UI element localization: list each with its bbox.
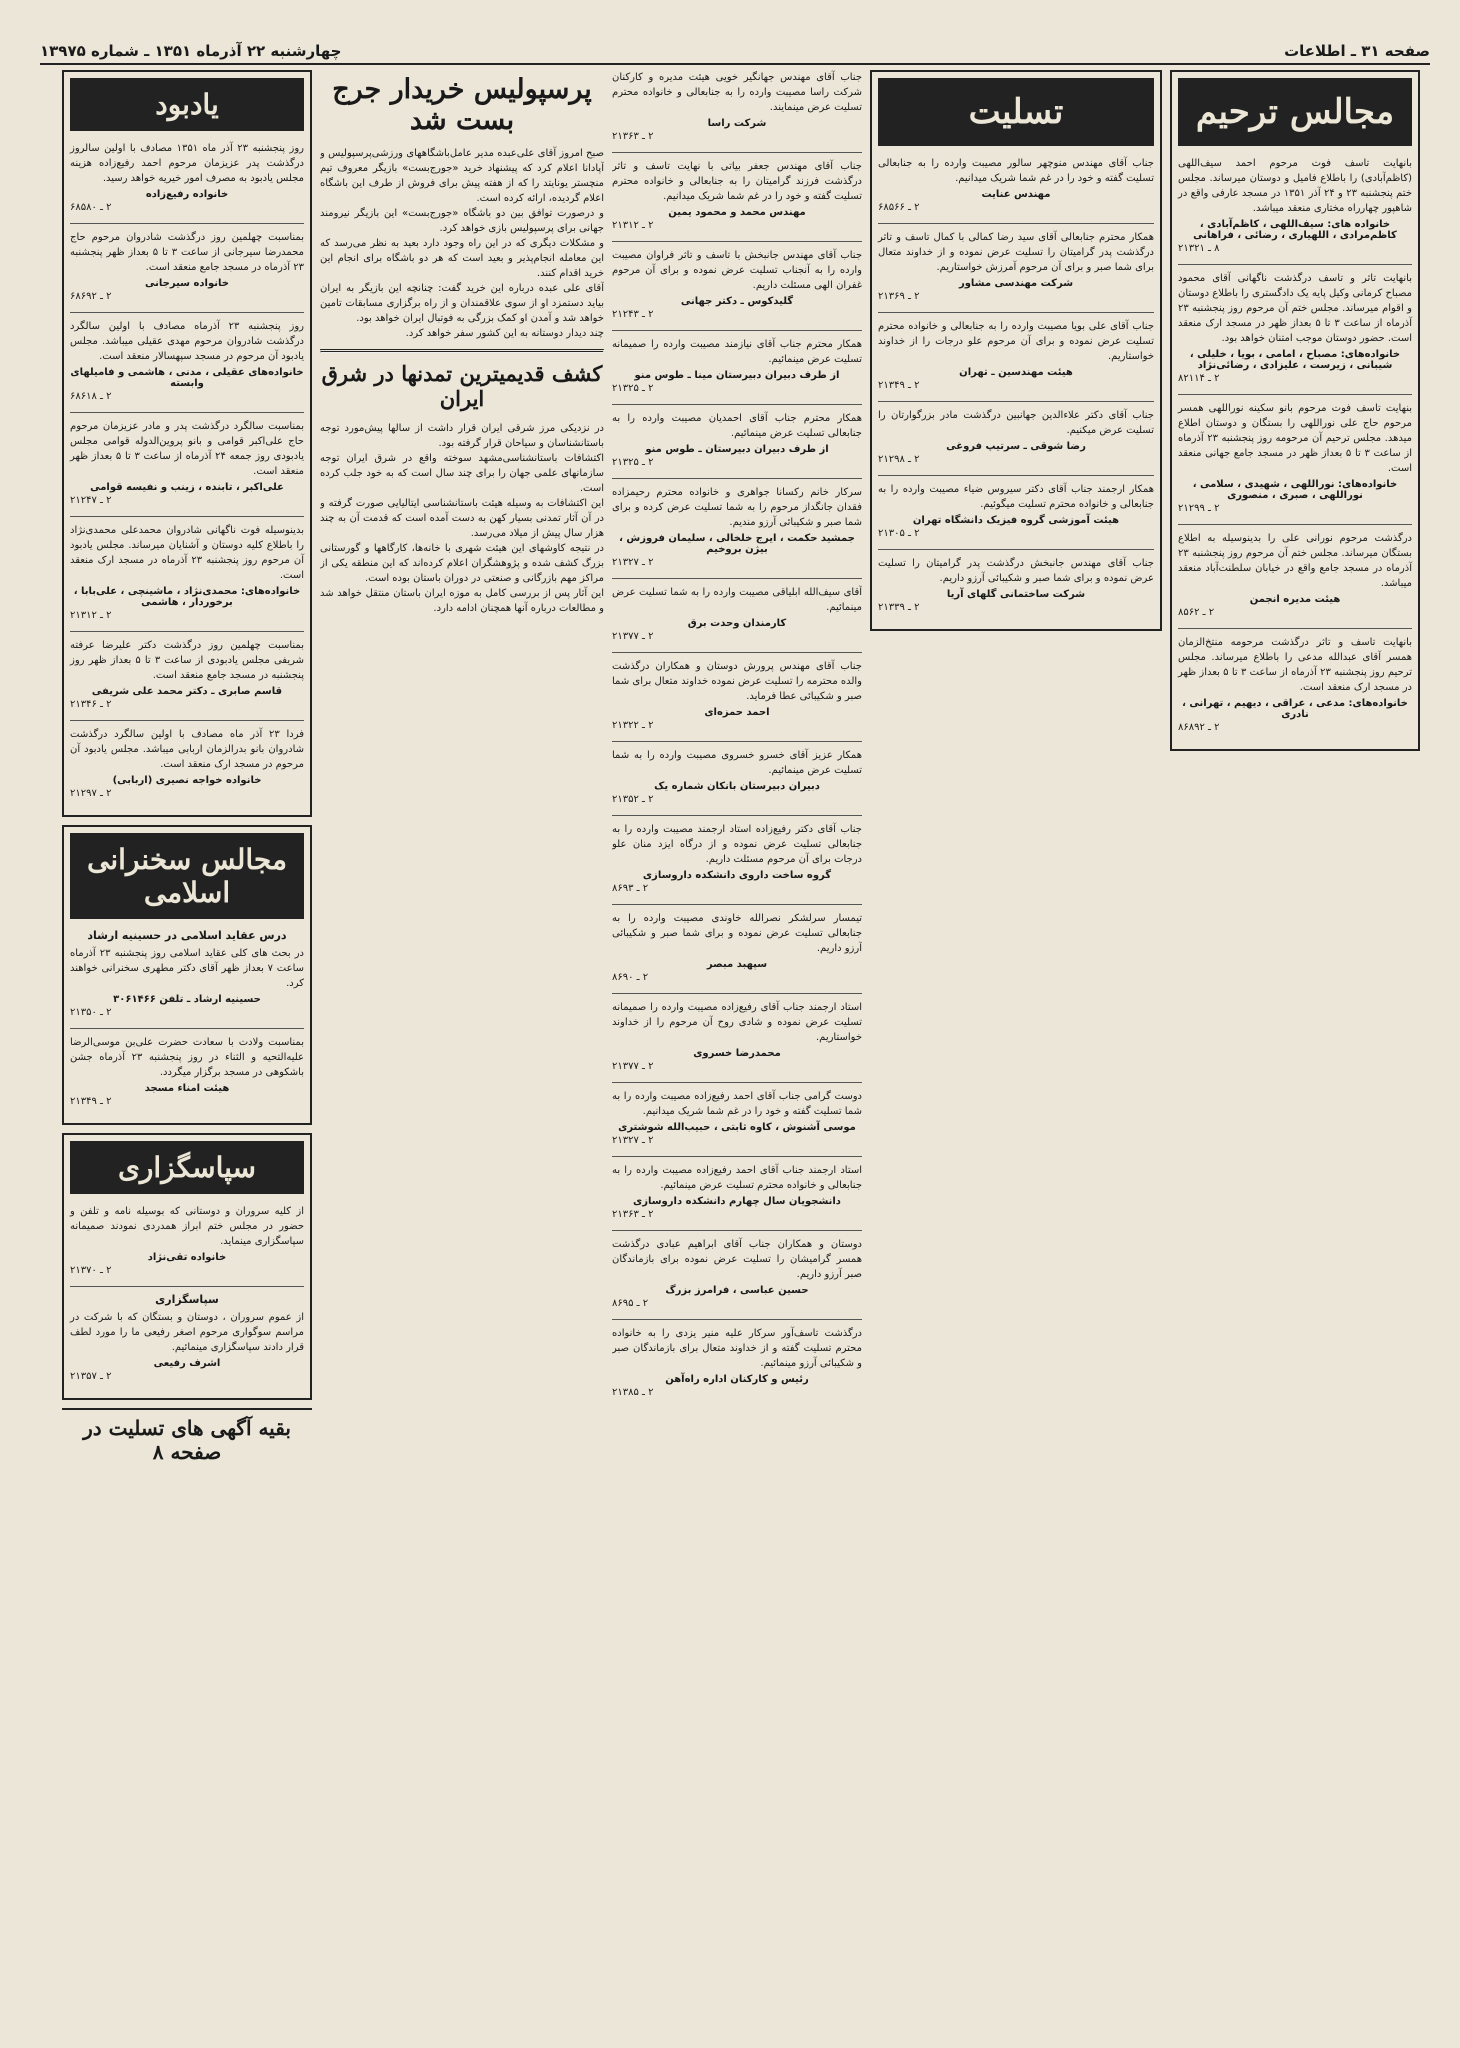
- majales-tarhim-box: [1170, 70, 1420, 751]
- notice-code: ۲ ـ ۲۱۳۰۵: [878, 528, 920, 539]
- news-paragraph: در نتیجه کاوشهای این هیئت شهری با خانه‌ها، کارگاهها و گورستانی بزرگ کشف شده و پژوهشگران اعلام کرده‌اند که این منطقه یکی از مراکز مهم بازرگانی و صنعتی در دوران باستان بوده است.: [320, 543, 604, 584]
- notice-divider: [70, 412, 304, 413]
- notice-item: [612, 1237, 862, 1309]
- notice-signature: رضا شوقی ـ سرتیپ فروغی: [946, 441, 1086, 452]
- notice-item: [878, 408, 1154, 465]
- notice-item: [1178, 401, 1412, 514]
- notice-text: بدینوسیله فوت ناگهانی شادروان محمدعلی محمدی‌نژاد را باطلاع کلیه دوستان و آشنایان میرساند. مجلس یادبود آن مرحوم روز پنجشنبه ۲۳ آذرماه در مسجد ارک منعقد است.: [70, 525, 304, 581]
- notice-text: بانهایت تاسف فوت مرحوم احمد سیف‌اللهی (کاظم‌آبادی) را باطلاع فامیل و دوستان میرساند. مجلس ختم پنجشنبه ۲۳ و ۲۴ آذر ۱۳۵۱ در مسجد عارفی واقع در شاهپور چهارراه مختاری منعقد میباشد.: [1178, 158, 1413, 214]
- news-headline-2: کشف قدیمیترین تمدنها در شرق ایران: [321, 361, 603, 411]
- notice-signature: از طرف دبیران دبیرستان مینا ـ طوس منو: [634, 370, 840, 381]
- notice-text: درگذشت تاسف‌آور سرکار علیه منیر یزدی را به خانواده محترم تسلیت گفته و از خداوند متعال برای بازماندگان صبر و شکیبائی آرزو مینمائیم.: [612, 1328, 862, 1369]
- notice-signature: خانواده‌های: محمدی‌نژاد ، ماشینچی ، علی‌بابا ، برخوردار ، هاشمی: [73, 586, 301, 608]
- notice-divider: [612, 815, 862, 816]
- notice-signature: خانواده‌های: مصباح ، امامی ، بویا ، خلیلی ، شیبانی ، زیرست ، علیزادی ، رضائی‌نژاد: [1189, 349, 1401, 371]
- notice-item: [70, 727, 304, 799]
- notice-divider: [878, 475, 1154, 476]
- notice-text: سرکار خانم رکسانا جواهری و خانواده محترم رحیمزاده فقدان جانگداز مرحوم را به شما تسلیت عرض کرده و برای شما صبر و شکیبائی آرزو مندیم.: [612, 487, 862, 528]
- notice-divider: [878, 312, 1154, 313]
- notice-code: ۲ ـ ۲۱۳۳۹: [878, 602, 920, 613]
- notice-code: ۲ ـ ۸۶۹۰: [612, 972, 649, 983]
- notice-divider: [878, 223, 1154, 224]
- notice-code: ۲ ـ ۲۱۳۶۳: [612, 131, 654, 142]
- notice-item: [612, 911, 862, 983]
- notice-title: سپاسگزاری: [155, 1293, 219, 1306]
- notice-signature: اشرف رفیعی: [153, 1358, 221, 1369]
- news-paragraph: صبح امروز آقای علی‌عبده مدیر عامل‌باشگاههای ورزشی‌پرسپولیس و آپادانا اعلام کرد که پیشنهاد خرید «جورج‌بست» بازیگر معروف تیم منچستر یونایتد را که از هفته پیش برای فروش از طرف این باشگاه اعلام گردیده، ارائه کرده است.: [320, 148, 604, 204]
- notice-item: [70, 141, 304, 213]
- page-title: صفحه ۳۱ ـ اطلاعات: [1284, 42, 1430, 60]
- notice-code: ۲ ـ ۲۱۳۲۵: [612, 383, 654, 394]
- notice-item: [612, 659, 862, 731]
- notice-code: ۲ ـ ۲۱۳۴۹: [878, 380, 920, 391]
- notice-signature: مهندس محمد و محمود یمین: [668, 207, 806, 218]
- notice-code: ۲ ـ ۲۱۳۴۶: [70, 699, 112, 710]
- notice-code: ۲ ـ ۲۱۳۵۰: [70, 1007, 112, 1018]
- notice-divider: [612, 578, 862, 579]
- notice-divider: [612, 152, 862, 153]
- notice-code: ۲ ـ ۸۵۶۲: [1178, 607, 1215, 618]
- news-article-2: [320, 421, 604, 616]
- notice-divider: [612, 904, 862, 905]
- notice-item: [612, 1089, 862, 1146]
- notice-item: [612, 1326, 862, 1398]
- notice-item: [70, 319, 304, 402]
- notice-code: ۲ ـ ۲۱۲۹۸: [878, 454, 920, 465]
- notice-divider: [612, 652, 862, 653]
- notice-signature: احمد حمزه‌ای: [704, 707, 770, 718]
- notice-code: ۲ ـ ۲۱۲۴۷: [70, 495, 112, 506]
- notice-code: ۲ ـ ۲۱۳۲۷: [612, 1135, 654, 1146]
- news-paragraph: و مشکلات دیگری که در این راه وجود دارد بعید به نظر می‌رسد که این معامله انجام‌پذیر و بعید است که هر دو باشگاه برای انجام این خرید اقدام کنند.: [320, 238, 604, 279]
- notice-text: جناب آقای علی بویا مصیبت وارده را به جنابعالی و خانواده محترم تسلیت عرض نموده و برای آن مرحوم علو درجات را از خداوند خواستاریم.: [878, 321, 1154, 362]
- notice-item: [878, 482, 1154, 539]
- condolences-notice-list: [612, 70, 862, 1398]
- notice-signature: محمدرضا خسروی: [693, 1048, 781, 1059]
- news-column: [320, 70, 604, 616]
- news-headline-1: پرسپولیس خریدار جرج بست شد: [332, 74, 592, 136]
- notice-divider: [878, 549, 1154, 550]
- notice-item: [878, 156, 1154, 213]
- notice-divider: [70, 1286, 304, 1287]
- notice-code: ۲ ـ ۶۸۵۸۰: [70, 202, 112, 213]
- notice-item: [612, 822, 862, 894]
- notice-signature: سپهبد مبصر: [706, 959, 768, 970]
- notice-text: جناب آقای مهندس پرورش دوستان و همکاران درگذشت والده محترمه را تسلیت عرض نموده خداوند متعال برای شما صبر و شکیبائی عطا فرماید.: [612, 661, 862, 702]
- tasliat-notice-list: [878, 156, 1154, 613]
- notice-signature: رئیس و کارکنان اداره راه‌آهن: [665, 1374, 809, 1385]
- notice-code: ۲ ـ ۲۱۳۶۹: [878, 291, 920, 302]
- notice-signature: هیئت مدیره انجمن: [1249, 594, 1341, 605]
- notice-divider: [1178, 524, 1412, 525]
- sepasgozari-box: [62, 1133, 312, 1400]
- notice-text: همکار عزیز آقای خسرو خسروی مصیبت وارده را به شما تسلیت عرض مینمائیم.: [612, 750, 862, 776]
- notice-text: جناب آقای مهندس جانبخش با تاسف و تاثر فراوان مصیبت وارده را به آنجناب تسلیت عرض نموده و برای آن مرحوم غفران الهی مسئلت داریم.: [612, 250, 862, 291]
- sokhanrani-banner: مجالس سخنرانی اسلامی: [70, 833, 304, 919]
- notice-signature: شرکت راسا: [707, 118, 767, 129]
- notice-text: بمناسبت سالگرد درگذشت پدر و مادر عزیزمان مرحوم حاج علی‌اکبر قوامی و بانو پروین‌الدوله قوامی مجلس یادبودی روز جمعه ۲۴ آذرماه از ساعت ۳ تا ۵ بعداز ظهر منعقد است.: [70, 421, 304, 477]
- notice-text: جناب آقای مهندس منوچهر سالور مصیبت وارده را به جنابعالی تسلیت گفته و خود را در غم شما شریک میدانیم.: [878, 158, 1154, 184]
- notice-divider: [612, 478, 862, 479]
- notice-code: ۲ ـ ۲۱۳۵۲: [612, 794, 654, 805]
- sokhanrani-notice-list: [70, 929, 304, 1107]
- sepasgozari-notice-list: [70, 1204, 304, 1382]
- notice-code: ۲ ـ ۲۱۳۲۷: [612, 557, 654, 568]
- notice-signature: علی‌اکبر ، تابنده ، زینب و نفیسه قوامی: [90, 482, 284, 493]
- notice-signature: شرکت ساختمانی گلهای آریا: [946, 589, 1086, 600]
- notice-text: درگذشت مرحوم نورانی علی را بدینوسیله به اطلاع بستگان میرساند. مجلس ختم آن مرحوم روز پنجشنبه ۲۳ آذرماه در مسجد جامع واقع در خیابان سلطنت‌آباد منعقد میباشد.: [1178, 533, 1412, 589]
- notice-code: ۲ ـ ۸۶۸۹۲: [1178, 722, 1220, 733]
- sepasgozari-banner: سپاسگزاری: [70, 1141, 304, 1194]
- tarhim-notice-list: [1178, 156, 1412, 733]
- news-paragraph: اکتشافات باستانشناسی‌مشهد سوخته واقع در شرق ایران توجه سازمانهای علمی جهان را برای چند سال است که به خود جلب کرده است.: [320, 453, 604, 494]
- notice-code: ۲ ـ ۶۸۵۶۶: [878, 202, 920, 213]
- notice-item: [612, 1163, 862, 1220]
- notice-code: ۲ ـ ۲۱۳۸۵: [612, 1387, 654, 1398]
- notice-item: [612, 70, 862, 142]
- notice-item: [70, 230, 304, 302]
- notice-text: استاد ارجمند جناب آقای احمد رفیع‌زاده مصیبت وارده را به جنابعالی و خانواده محترم تسلیت عرض مینمائیم.: [612, 1165, 862, 1191]
- notice-code: ۲ ـ ۲۱۲۹۷: [70, 788, 112, 799]
- notice-divider: [878, 401, 1154, 402]
- notice-text: فردا ۲۳ آذر ماه مصادف با اولین سالگرد درگذشت شادروان بانو بدرالزمان اربابی میباشد. مجلس یادبود آن مرحوم در مسجد ارک منعقد است.: [70, 729, 304, 770]
- tasliat-column: [870, 70, 1162, 631]
- news-article-1: [320, 146, 604, 341]
- notice-signature: خانواده سیرجانی: [145, 278, 229, 289]
- notice-text: همکار ارجمند جناب آقای دکتر سیروس ضیاء مصیبت وارده را به جنابعالی و خانواده محترم تسلیت میگوئیم.: [878, 484, 1154, 510]
- notice-title: درس عقاید اسلامی در حسینیه ارشاد: [87, 929, 287, 942]
- notice-signature: شرکت مهندسی مشاور: [958, 278, 1074, 289]
- notice-divider: [70, 631, 304, 632]
- notice-divider: [612, 241, 862, 242]
- notice-divider: [612, 1230, 862, 1231]
- notice-item: [70, 638, 304, 710]
- continued-note: بقیه آگهی های تسلیت در صفحه ۸: [62, 1408, 312, 1464]
- notice-signature: دانشجویان سال چهارم دانشکده داروسازی: [633, 1196, 841, 1207]
- notice-text: در بحث های کلی عقاید اسلامی روز پنجشنبه ۲۳ آذرماه ساعت ۷ بعداز ظهر آقای دکتر مطهری سخنرانی خواهند کرد.: [70, 948, 304, 989]
- notice-item: [1178, 156, 1412, 254]
- notice-signature: دبیران دبیرستان بانکان شماره یک: [654, 781, 820, 792]
- notice-text: تیمسار سرلشکر نصرالله خاوندی مصیبت وارده را به جنابعالی تسلیت عرض نموده و برای شما صبر و شکیبائی آرزو داریم.: [612, 913, 862, 954]
- notice-divider: [70, 223, 304, 224]
- sokhanrani-box: [62, 825, 312, 1125]
- notice-code: ۲ ـ ۲۱۳۷۷: [612, 631, 654, 642]
- notice-text: بمناسبت ولادت با سعادت حضرت علی‌بن موسی‌الرضا علیه‌التحیه و الثناء در روز پنجشنبه ۲۳ آذرماه جشن باشکوهی در مسجد برگزار میگردد.: [70, 1037, 305, 1078]
- yadbood-notice-list: [70, 141, 304, 799]
- notice-text: بمناسبت چهلمین روز درگذشت دکتر علیرضا عرفته شریفی مجلس یادبودی از ساعت ۳ تا ۵ بعداز ظهر روز پنجشنبه در مسجد جامع منعقد است.: [70, 640, 305, 681]
- notice-item: [70, 1204, 304, 1276]
- notice-signature: خانواده‌های عقیلی ، مدنی ، هاشمی و فامیلهای وابسته: [70, 367, 304, 389]
- notice-code: ۲ ـ ۸۶۹۵: [612, 1298, 649, 1309]
- notice-signature: گلیدکوس ـ دکتر جهانی: [680, 296, 794, 307]
- notice-signature: حسین عباسی ، فرامرز بزرگ: [665, 1285, 809, 1296]
- notice-code: ۲ ـ ۲۱۳۲۵: [612, 457, 654, 468]
- notice-text: بانهایت تاثر و تاسف درگذشت ناگهانی آقای محمود مصباح کرمانی وکیل پایه یک دادگستری را باطلاع دوستان و اقوام میرساند. مجلس ختم آن مرحوم روز پنجشنبه ۲۳ آذرماه از ساعت ۳ تا ۵ بعداز ظهر در مسجد ارک منعقد است. حضور دوستان موجب امتنان خواهد بود.: [1178, 273, 1413, 344]
- notice-divider: [612, 404, 862, 405]
- notice-item: [70, 419, 304, 506]
- masthead: [40, 38, 1430, 65]
- notice-text: دوستان و همکاران جناب آقای ابراهیم عبادی درگذشت همسر گرامیشان را تسلیت عرض نموده برای بازماندگان صبر آرزو داریم.: [612, 1239, 862, 1280]
- majales-tarhim-column: [1170, 70, 1420, 751]
- notice-code: ۲ ـ ۲۱۳۴۹: [70, 1096, 112, 1107]
- notice-text: جناب آقای مهندس جانبخش درگذشت پدر گرامیتان را تسلیت عرض نموده و برای شما صبر و شکیبائی آرزو داریم.: [878, 558, 1154, 584]
- notice-signature: موسی آشنوش ، کاوه ثابتی ، حبیب‌الله شوشتری: [618, 1122, 856, 1133]
- notice-divider: [612, 741, 862, 742]
- yadbood-box: [62, 70, 312, 817]
- news-paragraph: آقای علی عبده درباره این خرید گفت: چنانچه این بازیگر به ایران بیاید دستمزد او از سوی علاقمندان و از راه برگزاری مسابقات تامین خواهد شد و آمدن او کمک بزرگی به فوتبال ایران خواهد بود.: [320, 283, 604, 324]
- notice-text: روز پنجشنبه ۲۳ آذرماه مصادف با اولین سالگرد درگذشت شادروان مرحوم مهدی عقیلی میباشد. مجلس یادبود آن مرحوم در مسجد سپهسالار منعقد است.: [70, 321, 304, 362]
- notice-item: [70, 1035, 304, 1107]
- notice-signature: خانواده تقی‌نژاد: [147, 1252, 227, 1263]
- notice-code: ۲ ـ ۲۱۳۱۲: [612, 220, 654, 231]
- notice-item: [878, 230, 1154, 302]
- notice-code: ۲ ـ ۸۶۹۳: [612, 883, 649, 894]
- notice-code: ۲ ـ ۲۱۲۹۹: [1178, 503, 1220, 514]
- notice-text: آقای سیف‌الله ابلیاقی مصیبت وارده را به شما تسلیت عرض مینمائیم.: [612, 587, 862, 613]
- notice-signature: از طرف دبیران دبیرستان ـ طوس منو: [645, 444, 829, 455]
- notice-item: [612, 1000, 862, 1072]
- notice-signature: گروه ساخت داروی دانشکده داروسازی: [642, 870, 832, 881]
- notice-signature: جمشید حکمت ، ایرج خلخالی ، سلیمان فروزش ، بیژن بروخیم: [619, 533, 855, 555]
- notice-code: ۲ ـ ۶۸۶۱۸: [70, 391, 112, 402]
- notice-item: [612, 159, 862, 231]
- news-paragraph: این آثار پس از بررسی کامل به موزه ایران باستان منتقل خواهد شد و مطالعات درباره آنها همچنان ادامه دارد.: [320, 588, 604, 614]
- news-paragraph: و درصورت توافق بین دو باشگاه «جورج‌بست» این بازیگر نیرومند جهانی برای پرسپولیس بازی خواهد کرد.: [320, 208, 604, 234]
- notice-text: همکار محترم جناب آقای نیازمند مصیبت وارده را صمیمانه تسلیت عرض مینمائیم.: [612, 339, 862, 365]
- condolences-column: [612, 70, 862, 1408]
- notice-item: [70, 1293, 304, 1382]
- notice-divider: [70, 720, 304, 721]
- notice-code: ۲ ـ ۲۱۳۵۷: [70, 1371, 112, 1382]
- notice-text: همکار محترم جناب آقای احمدیان مصیبت وارده را به جنابعالی تسلیت عرض مینمائیم.: [612, 413, 862, 439]
- notice-divider: [612, 1319, 862, 1320]
- notice-signature: حسینیه ارشاد ـ تلفن ۳۰۶۱۴۶۶: [113, 994, 261, 1005]
- notice-code: ۲ ـ ۲۱۳۷۰: [70, 1265, 112, 1276]
- notice-signature: هیئت آموزشی گروه فیزیک دانشگاه تهران: [912, 515, 1120, 526]
- notice-code: ۲ ـ ۲۱۳۷۷: [612, 1061, 654, 1072]
- notice-text: جناب آقای دکتر رفیع‌زاده استاد ارجمند مصیبت وارده را به جنابعالی تسلیت عرض نموده و از درگاه ایزد منان علو درجات برای آن مرحوم مسئلت داریم.: [612, 824, 862, 865]
- notice-divider: [612, 1156, 862, 1157]
- notice-text: بنهایت تاسف فوت مرحوم بانو سکینه نوراللهی همسر مرحوم حاج علی نوراللهی را بستگان و دوستان اطلاع میدهد. مجلس ترحیم آن مرحومه روز پنجشنبه ۲۳ آذرماه از ساعت ۳ تا ۵ بعداز ظهر در مسجد جامع جهانی منعقد است.: [1178, 403, 1413, 474]
- notice-item: [612, 485, 862, 568]
- notice-signature: خانواده رفیع‌زاده: [145, 189, 229, 200]
- notice-text: جناب آقای دکتر علاءالدین جهانبین درگذشت مادر بزرگوارتان را تسلیت عرض میکنیم.: [878, 410, 1154, 436]
- notice-signature: کارمندان وحدت برق: [687, 618, 787, 629]
- notice-text: همکار محترم جنابعالی آقای سید رضا کمالی با کمال تاسف و تاثر درگذشت پدر گرامیتان را تسلیت عرض نموده و از خداوند متعال برای شما صبر و برای آن مرحوم آمرزش خواستاریم.: [878, 232, 1154, 273]
- notice-text: دوست گرامی جناب آقای احمد رفیع‌زاده مصیبت وارده را به شما تسلیت گفته و خود را در غم شما شریک میدانیم.: [612, 1091, 862, 1117]
- notice-item: [612, 748, 862, 805]
- notice-signature: خانواده‌های: مدعی ، عراقی ، دیهیم ، تهرانی ، نادری: [1182, 698, 1408, 720]
- yadbood-banner: یادبود: [70, 78, 304, 131]
- left-column: [62, 70, 312, 1464]
- notice-divider: [612, 993, 862, 994]
- notice-signature: خانواده های: سیف‌اللهی ، کاظم‌آبادی ، کاظم‌مرادی ، اللهیاری ، رضائی ، فراهانی: [1193, 219, 1397, 241]
- notice-item: [1178, 531, 1412, 618]
- notice-divider: [612, 1082, 862, 1083]
- notice-item: [612, 337, 862, 394]
- news-paragraph: چند دیدار دوستانه به این کشور سفر خواهد کرد.: [405, 328, 604, 339]
- notice-item: [878, 556, 1154, 613]
- notice-signature: قاسم صابری ـ دکتر محمد علی شریفی: [91, 686, 283, 697]
- notice-text: روز پنجشنبه ۲۳ آذر ماه ۱۳۵۱ مصادف با اولین سالروز درگذشت پدر عزیزمان مرحوم احمد رفیع‌زاده هزینه مجلس یادبود به مصرف امور خیریه خواهد رسید.: [70, 143, 305, 184]
- notice-divider: [70, 1028, 304, 1029]
- notice-item: [612, 585, 862, 642]
- notice-text: بانهایت تاسف و تاثر درگذشت مرحومه منتخ‌الزمان همسر آقای عبدالله مدعی را باطلاع میرساند. مجلس ترحیم روز پنجشنبه ۲۳ آذرماه از ساعت ۳ تا ۵ بعداز ظهر در مسجد ارک منعقد است.: [1178, 637, 1412, 693]
- majales-tarhim-banner: مجالس ترحیم: [1178, 78, 1412, 146]
- notice-item: [70, 929, 304, 1018]
- notice-item: [612, 411, 862, 468]
- notice-text: بمناسبت چهلمین روز درگذشت شادروان مرحوم حاج محمدرضا سیرجانی از ساعت ۳ تا ۵ بعداز ظهر پنجشنبه ۲۳ آذرماه در مسجد جامع منعقد است.: [70, 232, 304, 273]
- news-paragraph: این اکتشافات به وسیله هیئت باستانشناسی ایتالیایی صورت گرفته و در آن آثار تمدنی بسیار کهن به دست آمده است که قدمت آن به چند هزار سال پیش از میلاد می‌رسد.: [320, 498, 604, 539]
- notice-signature: خانواده‌های: نوراللهی ، شهیدی ، سلامی ، نوراللهی ، صبری ، منصوری: [1192, 479, 1398, 501]
- notice-item: [612, 248, 862, 320]
- notice-item: [878, 319, 1154, 391]
- notice-divider: [612, 330, 862, 331]
- notice-code: ۲ ـ ۶۸۶۹۲: [70, 291, 112, 302]
- notice-divider: [1178, 264, 1412, 265]
- notice-signature: هیئت مهندسین ـ تهران: [959, 367, 1073, 378]
- notice-text: از کلیه سروران و دوستانی که بوسیله نامه و تلفن و حضور در مجلس ختم ابراز همدردی نمودند صمیمانه سپاسگزاری مینماید.: [70, 1206, 304, 1247]
- notice-code: ۲ ـ ۸۲۱۱۴: [1178, 373, 1220, 384]
- notice-signature: مهندس عنایت: [981, 189, 1051, 200]
- tasliat-banner: تسلیت: [878, 78, 1154, 146]
- notice-divider: [1178, 628, 1412, 629]
- notice-item: [1178, 635, 1412, 733]
- tasliat-box: [870, 70, 1162, 631]
- issue-line: چهارشنبه ۲۲ آذرماه ۱۳۵۱ ـ شماره ۱۳۹۷۵: [40, 42, 342, 60]
- notice-divider: [70, 312, 304, 313]
- notice-signature: خانواده خواجه نصیری (اربابی): [112, 775, 262, 786]
- notice-code: ۲ ـ ۲۱۳۱۲: [70, 610, 112, 621]
- notice-code: ۲ ـ ۲۱۳۲۲: [612, 720, 654, 731]
- notice-divider: [70, 516, 304, 517]
- notice-code: ۲ ـ ۲۱۲۴۳: [612, 309, 654, 320]
- notice-item: [1178, 271, 1412, 384]
- notice-divider: [1178, 394, 1412, 395]
- notice-code: ۲ ـ ۲۱۳۶۳: [612, 1209, 654, 1220]
- notice-text: جناب آقای مهندس جهانگیر خویی هیئت مدیره و کارکنان شرکت راسا مصیبت وارده را به جنابعالی و خانواده محترم تسلیت عرض مینمایند.: [612, 72, 862, 113]
- news-paragraph: در نزدیکی مرز شرقی ایران قرار داشت از سالها پیش‌مورد توجه باستانشناسان و سیاحان قرار گرفته بود.: [320, 423, 604, 449]
- notice-signature: هیئت امناء مسجد: [144, 1083, 230, 1094]
- notice-item: [70, 523, 304, 621]
- notice-text: از عموم سروران ، دوستان و بستگان که با شرکت در مراسم سوگواری مرحوم اصغر رفیعی ما را مورد لطف قرار دادند سپاسگزاری مینمائیم.: [70, 1312, 304, 1353]
- notice-text: جناب آقای مهندس جعفر بیاتی با نهایت تاسف و تاثر درگذشت فرزند گرامیتان را به جنابعالی و خانواده محترم تسلیت گفته و خود را در غم شما شریک میدانیم.: [612, 161, 862, 202]
- notice-text: استاد ارجمند جناب آقای رفیع‌زاده مصیبت وارده را صمیمانه تسلیت عرض نموده و شادی روح آن مرحوم را از خداوند خواستاریم.: [612, 1002, 862, 1043]
- notice-code: ۸ ـ ۲۱۳۲۱: [1178, 243, 1220, 254]
